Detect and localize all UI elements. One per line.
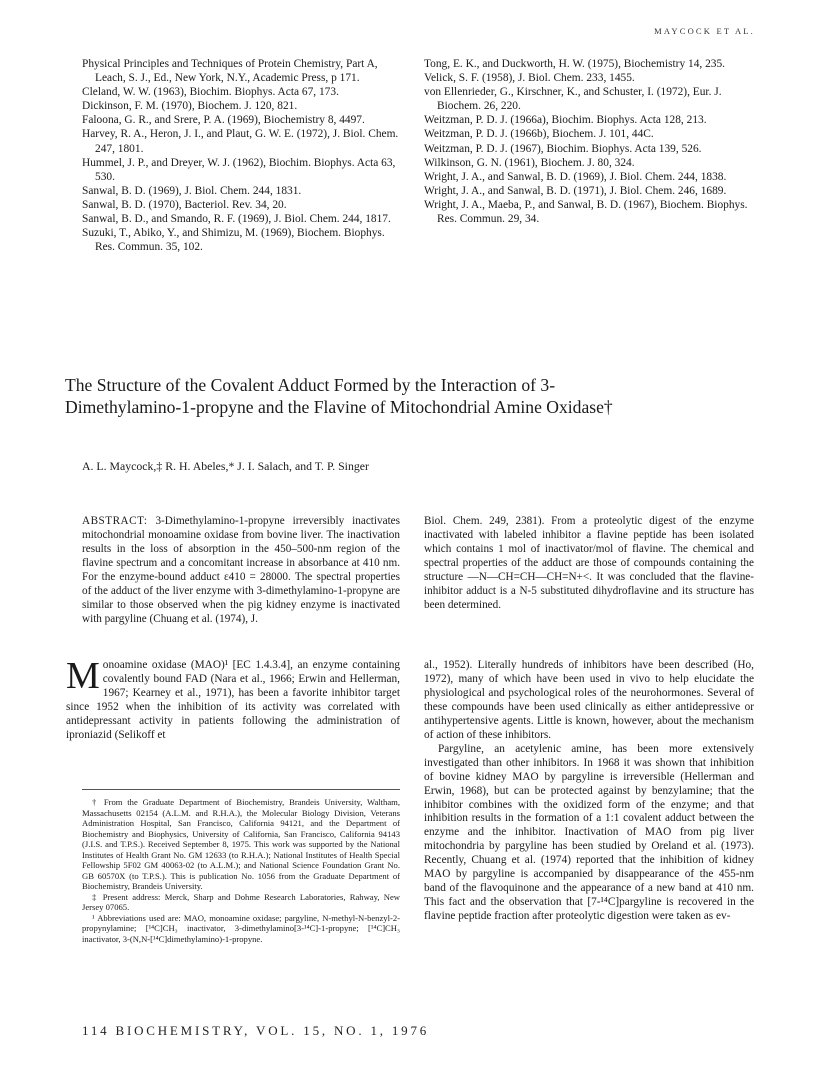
footnotes [82,797,400,944]
body-column-right [424,659,754,924]
reference-entry: Wright, J. A., and Sanwal, B. D. (1971), J. Biol. Chem. 246, 1689. [424,184,727,197]
abstract-label: ABSTRACT: [82,515,148,527]
article-authors: A. L. Maycock,‡ R. H. Abeles,* J. I. Salach, and T. P. Singer [82,459,369,473]
reference-entry: Weitzman, P. D. J. (1966a), Biochim. Biophys. Acta 128, 213. [424,114,707,127]
body-paragraph: onoamine oxidase (MAO)¹ [EC 1.4.3.4], an enzyme containing covalently bound FAD (Nara et al., 1966; Erwin and Hellerman, 1967; Kearney et al., 1971), has been a favorite inhibitor target since 1952 when the inhibition of its activity was correlated with antidepressant activity in patients following the administration of iproniazid (Selikoff et [66,659,400,741]
reference-entry: Tong, E. K., and Duckworth, H. W. (1975), Biochemistry 14, 235. [424,58,726,70]
reference-entry: Physical Principles and Techniques of Protein Chemistry, Part A, Leach, S. J., Ed., New York, N.Y., Academic Press, p 171. [82,58,378,85]
reference-entry: Velick, S. F. (1958), J. Biol. Chem. 233, 1455. [424,72,635,85]
reference-entry: Weitzman, P. D. J. (1967), Biochim. Biophys. Acta 139, 526. [424,142,702,155]
reference-entry: Hummel, J. P., and Dreyer, W. J. (1962), Biochim. Biophys. Acta 63, 530. [82,156,396,183]
reference-entry: Faloona, G. R., and Srere, P. A. (1969), Biochemistry 8, 4497. [82,114,365,127]
body-paragraph: al., 1952). Literally hundreds of inhibitors have been described (Ho, 1972), many of which have been used in vivo to help elucidate the physiological and psychological roles of the neurohormones. Several of these compounds have been used clinically as either antidepressive or antihypertensive agents. Little is known, however, about the mechanism of action of these inhibitors. [424,659,754,741]
reference-entry: Wright, J. A., Maeba, P., and Sanwal, B. D. (1967), Biochem. Biophys. Res. Commun. 29, 34. [424,198,748,226]
body-column-left [66,655,400,743]
reference-entry: Suzuki, T., Abiko, Y., and Shimizu, M. (1969), Biochem. Biophys. Res. Commun. 35, 102. [82,227,385,254]
references-left-column [82,57,400,254]
abstract-text-left: 3-Dimethylamino-1-propyne irreversibly inactivates mitochondrial monoamine oxidase from bovine liver. The inactivation results in the loss of absorption in the 450–500-nm region of the flavine spectrum and a concomitant increase in absorbance at 410 nm. For the enzyme-bound adduct ε410 = 28000. The spectral properties of the adduct of the liver enzyme with 3-dimethylamino-1-propyne are similar to those observed when the pig kidney enzyme is inactivated with pargyline (Chuang et al. (1974), J. [82,515,400,625]
reference-entry: Sanwal, B. D. (1970), Bacteriol. Rev. 34, 20. [82,198,287,211]
reference-entry: von Ellenrieder, G., Kirschner, K., and Schuster, I. (1972), Eur. J. Biochem. 26, 220. [424,86,722,113]
footnote-present-address: ‡ Present address: Merck, Sharp and Dohme Research Laboratories, Rahway, New Jersey 07065. [82,891,400,912]
footnote-affiliation: † From the Graduate Department of Biochemistry, Brandeis University, Waltham, Massachusetts 02154 (A.L.M. and R.H.A.), the Molecular Biology Division, Veterans Administration Hospital, San Francisco, California 94121, and the Department of Biochemistry and Biophysics, University of California, San Francisco, California 94143 (J.I.S. and T.P.S.). Received September 8, 1975. This work was supported by the National Institutes of Health Grant No. GM 12633 (to R.H.A.); National Institutes of Health Special Fellowship 5F02 GM 40063-02 (to A.L.M.); and National Science Foundation Grant No. GB 60570X (to T.P.S.). This is publication No. 1056 from the Graduate Department of Biochemistry, Brandeis University. [82,797,400,891]
reference-entry: Wright, J. A., and Sanwal, B. D. (1969), J. Biol. Chem. 244, 1838. [424,170,727,183]
reference-entry: Sanwal, B. D., and Smando, R. F. (1969), J. Biol. Chem. 244, 1817. [82,213,391,226]
references-right-column [424,57,754,226]
footnote-abbreviations: ¹ Abbreviations used are: MAO, monoamine oxidase; pargyline, N-methyl-N-benzyl-2-propynylamine; [¹⁴C]CH₃ inactivator, 3-dimethylamino[3-¹⁴C]-1-propyne; [¹⁴C]CH₃ inactivator, 3-(N,N-[¹⁴C]dimethylamino)-1-propyne. [82,912,400,944]
reference-entry: Dickinson, F. M. (1970), Biochem. J. 120, 821. [82,100,298,113]
abstract-left [82,515,400,627]
body-paragraph: Pargyline, an acetylenic amine, has been more extensively investigated than other inhibitors. In 1968 it was shown that inhibition of bovine kidney MAO by pargyline is irreversible (Hellerman and Erwin, 1968), but can be protected against by benzylamine; that the inhibitor combines with the oxidized form of the enzyme; and that inhibition results in the formation of a 1:1 covalent adduct between the enzyme and the inhibitor. Inactivation of MAO from pig liver mitochondria by pargyline has been studied by Oreland et al. (1973). Recently, Chuang et al. (1974) reported that the inhibition of kidney MAO by pargyline is accompanied by disappearance of the 455-nm band of the flavoquinone and the appearance of a new band at 410 nm. This fact and the observation that [7-¹⁴C]pargyline is recovered in the flavine peptide fraction after proteolytic digestion were taken as ev- [424,742,754,923]
reference-entry: Wilkinson, G. N. (1961), Biochem. J. 80, 324. [424,156,635,169]
article-title: The Structure of the Covalent Adduct Formed by the Interaction of 3-Dimethylamino-1-propyne and the Flavine of Mitochondrial Amine Oxidase† [65,375,613,417]
reference-entry: Sanwal, B. D. (1969), J. Biol. Chem. 244, 1831. [82,184,302,197]
footnote-divider [82,789,400,790]
reference-entry: Cleland, W. W. (1963), Biochim. Biophys. Acta 67, 173. [82,86,339,99]
drop-cap: M [66,655,100,697]
abstract-right: Biol. Chem. 249, 2381). From a proteolytic digest of the enzyme inactivated with labeled inhibitor a flavine peptide has been isolated which contains 1 mol of inactivator/mol of flavine. The chemical and spectral properties of the adduct are those of compounds containing the structure —N—CH=CH—CH=N+<. It was concluded that the flavine-inhibitor adduct is a N-5 substituted dihydroflavine and its structure has been determined. [424,515,754,611]
reference-entry: Harvey, R. A., Heron, J. I., and Plaut, G. W. E. (1972), J. Biol. Chem. 247, 1801. [82,128,399,155]
page-folio: 114 BIOCHEMISTRY, VOL. 15, NO. 1, 1976 [82,1023,430,1038]
reference-entry: Weitzman, P. D. J. (1966b), Biochem. J. 101, 44C. [424,128,654,141]
running-head: MAYCOCK ET AL. [654,26,755,36]
